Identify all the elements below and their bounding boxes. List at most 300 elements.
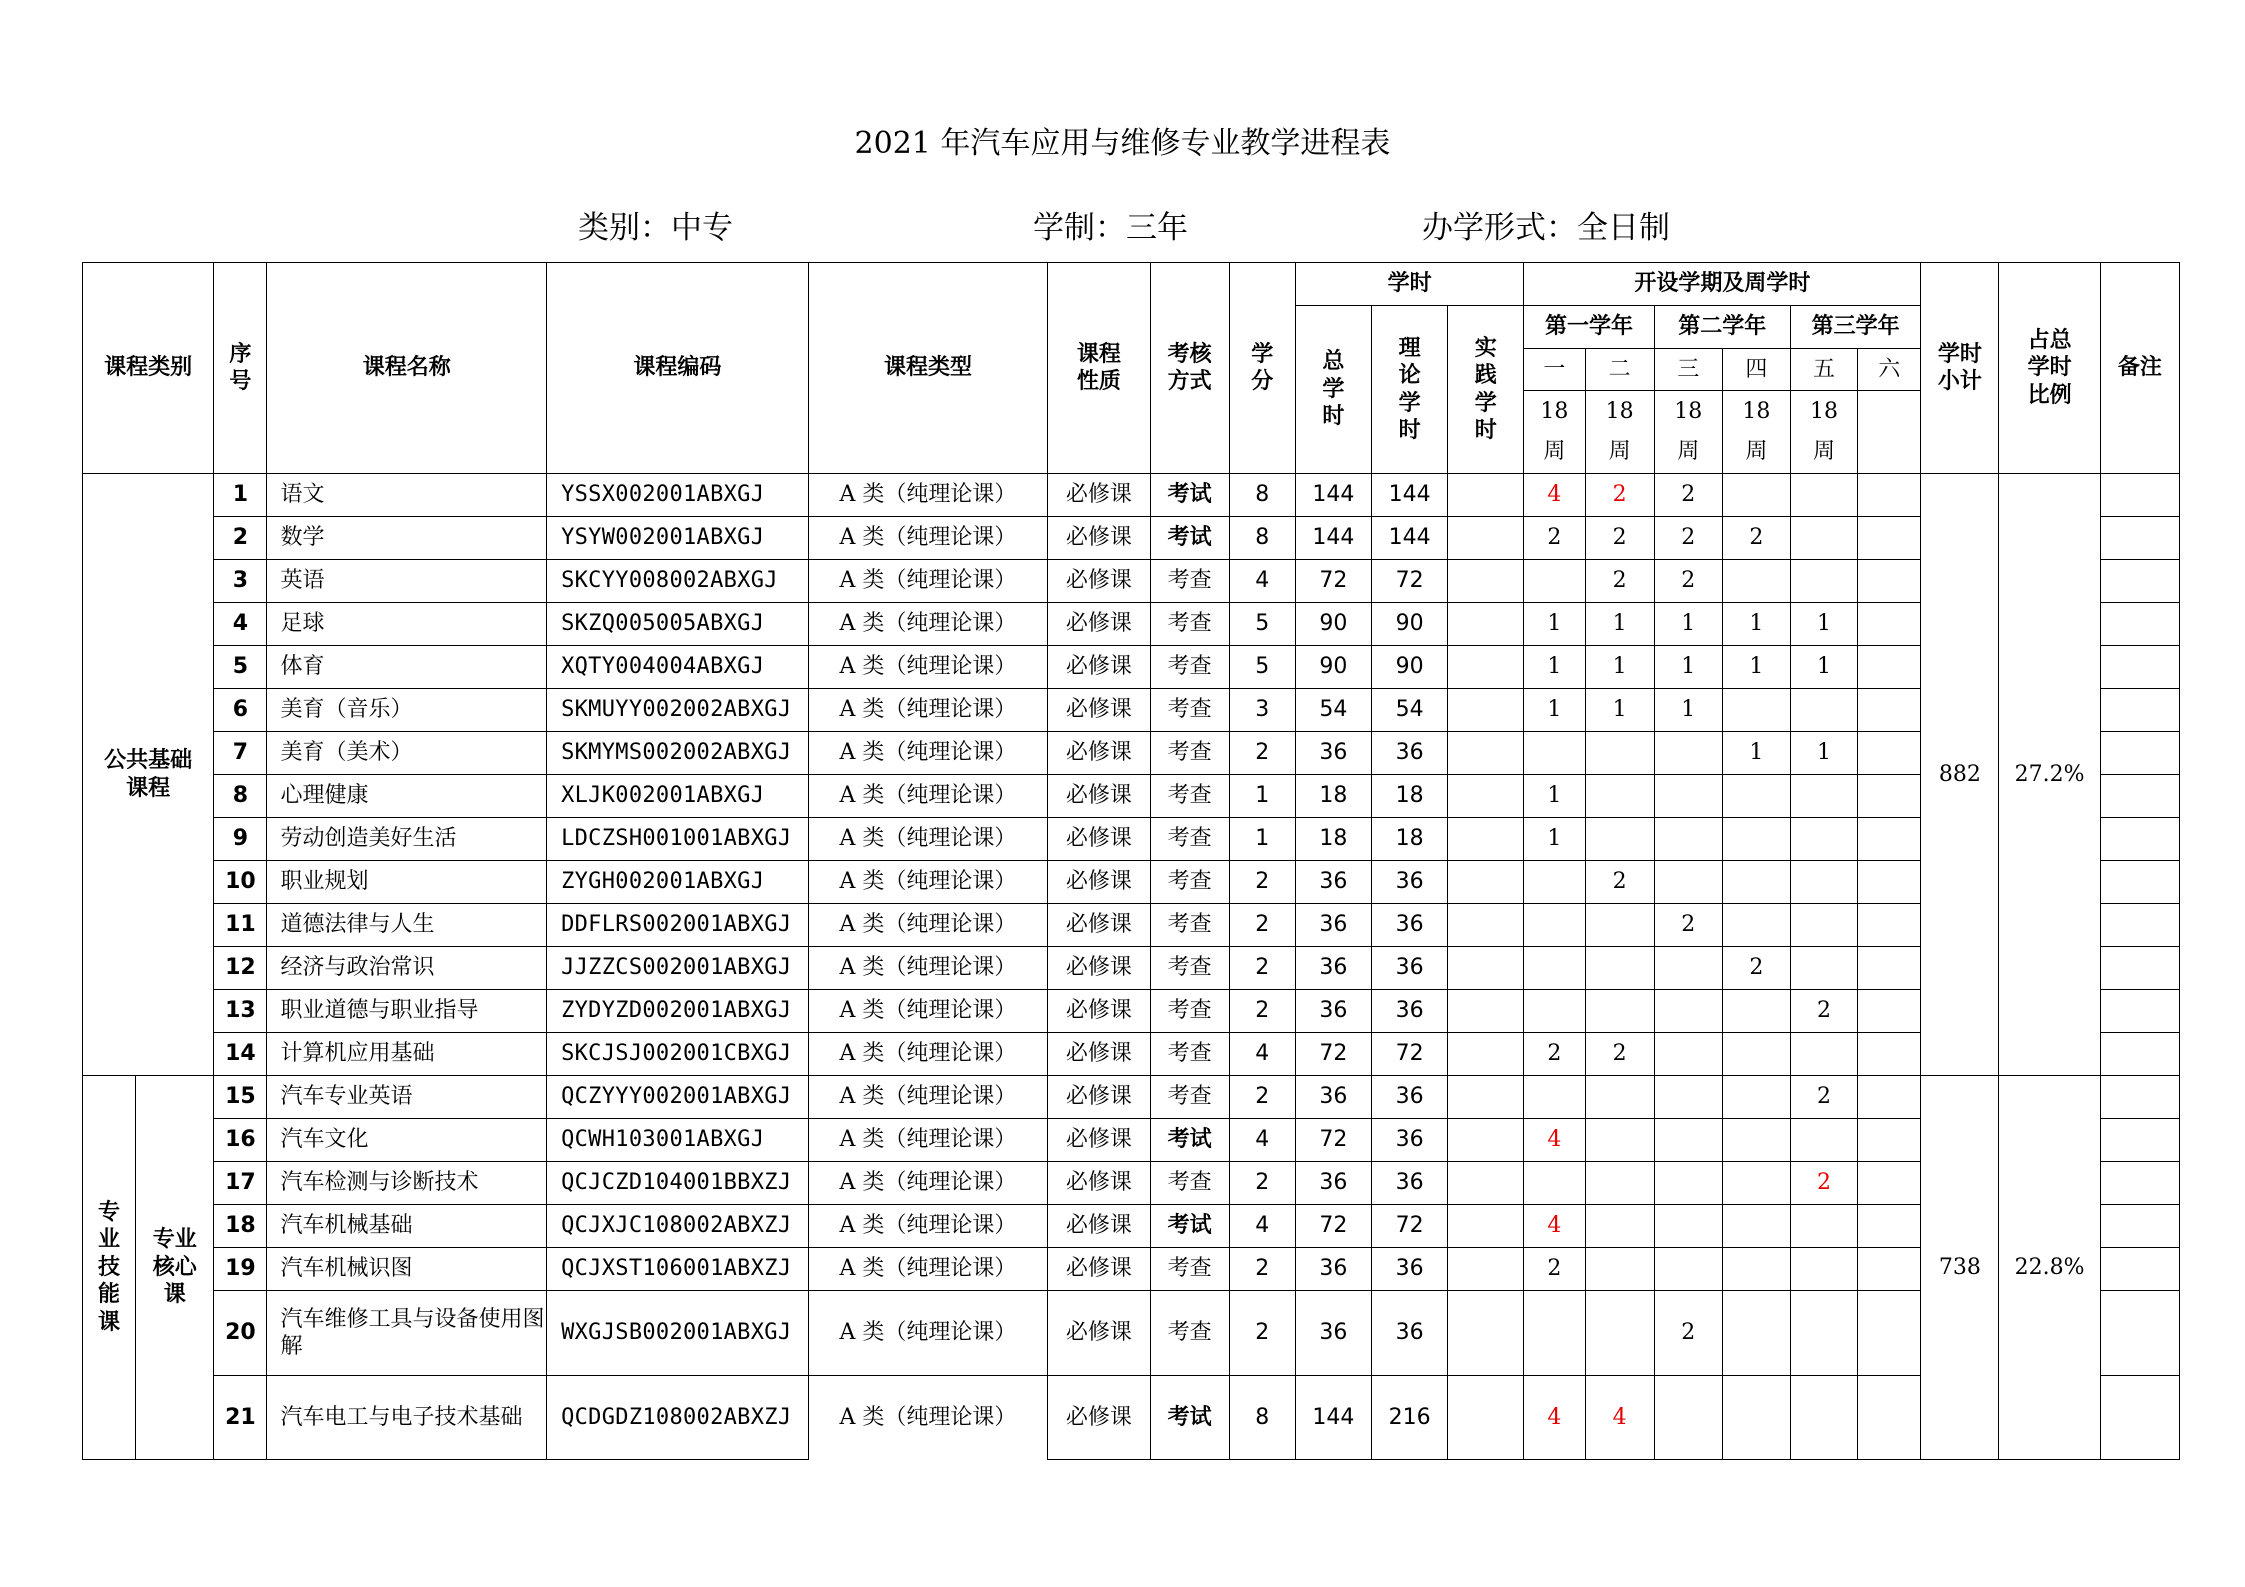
table-row [83,689,2180,732]
header-year-3: 第三学年 [1790,306,1920,349]
course-total-hours: 144 [1295,1376,1371,1460]
course-nature: 必修课 [1048,1248,1150,1291]
term-4-hours [1722,560,1790,603]
course-exam: 考试 [1150,1205,1229,1248]
course-code: QCZYYY002001ABXGJ [547,1076,809,1119]
course-type: A 类（纯理论课） [808,947,1048,990]
course-code: QCJXJC108002ABXZJ [547,1205,809,1248]
header-weeks-3: 18 周 [1654,391,1722,474]
course-type: A 类（纯理论课） [808,904,1048,947]
term-1-hours: 2 [1524,517,1585,560]
course-name: 汽车机械识图 [267,1248,547,1291]
course-name: 心理健康 [267,775,547,818]
term-6-hours [1858,990,1921,1033]
course-theory-hours: 36 [1372,990,1448,1033]
term-5-hours [1790,474,1857,517]
course-nature: 必修课 [1048,1291,1150,1376]
course-nature: 必修课 [1048,1076,1150,1119]
course-theory-hours: 36 [1372,1076,1448,1119]
course-name: 职业规划 [267,861,547,904]
course-total-hours: 36 [1295,1162,1371,1205]
course-name: 劳动创造美好生活 [267,818,547,861]
term-2-hours [1585,990,1654,1033]
term-6-hours [1858,603,1921,646]
course-theory-hours: 72 [1372,560,1448,603]
course-remark [2100,904,2179,947]
course-practice-hours [1448,1033,1524,1076]
term-4-hours [1722,775,1790,818]
course-nature: 必修课 [1048,904,1150,947]
course-nature: 必修课 [1048,818,1150,861]
course-code: XQTY004004ABXGJ [547,646,809,689]
course-practice-hours [1448,517,1524,560]
course-total-hours: 18 [1295,775,1371,818]
term-1-hours: 1 [1524,603,1585,646]
header-year-1: 第一学年 [1524,306,1654,349]
header-weeks-2: 18 周 [1585,391,1654,474]
table-row [83,732,2180,775]
course-total-hours: 144 [1295,517,1371,560]
course-type: A 类（纯理论课） [808,517,1048,560]
term-5-hours: 1 [1790,603,1857,646]
table-row [83,990,2180,1033]
course-theory-hours: 216 [1372,1376,1448,1460]
term-2-hours [1585,1248,1654,1291]
term-4-hours [1722,990,1790,1033]
course-exam: 考试 [1150,517,1229,560]
term-1-hours: 2 [1524,1033,1585,1076]
course-nature: 必修课 [1048,474,1150,517]
group-ratio: 27.2% [1999,474,2100,1076]
course-exam: 考查 [1150,1291,1229,1376]
header-year-2: 第二学年 [1654,306,1790,349]
course-practice-hours [1448,1291,1524,1376]
course-name: 汽车维修工具与设备使用图解 [267,1291,547,1376]
term-6-hours [1858,732,1921,775]
category-public-basic: 公共基础 课程 [83,474,214,1076]
course-credit: 5 [1229,646,1295,689]
course-practice-hours [1448,474,1524,517]
course-credit: 2 [1229,1291,1295,1376]
header-course-name: 课程名称 [267,263,547,474]
course-nature: 必修课 [1048,861,1150,904]
course-total-hours: 72 [1295,1205,1371,1248]
table-row [83,603,2180,646]
course-exam: 考试 [1150,474,1229,517]
term-3-hours [1654,1376,1722,1460]
course-type: A 类（纯理论课） [808,1119,1048,1162]
header-practice-hours: 实 践 学 时 [1448,306,1524,474]
course-remark [2100,560,2179,603]
term-4-hours [1722,689,1790,732]
term-5-hours [1790,904,1857,947]
course-theory-hours: 36 [1372,1119,1448,1162]
course-nature: 必修课 [1048,560,1150,603]
term-1-hours: 4 [1524,1119,1585,1162]
course-nature: 必修课 [1048,1162,1150,1205]
term-1-hours: 4 [1524,1376,1585,1460]
course-theory-hours: 36 [1372,732,1448,775]
course-seq: 5 [214,646,267,689]
term-1-hours [1524,990,1585,1033]
course-type: A 类（纯理论课） [808,1205,1048,1248]
course-type: A 类（纯理论课） [808,1162,1048,1205]
course-name: 英语 [267,560,547,603]
course-total-hours: 36 [1295,861,1371,904]
table-row [83,1291,2180,1376]
course-practice-hours [1448,1162,1524,1205]
course-credit: 2 [1229,1248,1295,1291]
term-3-hours: 2 [1654,904,1722,947]
table-body [83,263,2180,1460]
course-total-hours: 72 [1295,560,1371,603]
course-code: LDCZSH001001ABXGJ [547,818,809,861]
term-1-hours: 1 [1524,775,1585,818]
course-theory-hours: 72 [1372,1033,1448,1076]
header-nature: 课程 性质 [1048,263,1150,474]
table-row [83,1076,2180,1119]
course-remark [2100,646,2179,689]
term-2-hours: 1 [1585,689,1654,732]
term-3-hours [1654,1119,1722,1162]
course-total-hours: 144 [1295,474,1371,517]
term-3-hours [1654,775,1722,818]
term-5-hours [1790,1248,1857,1291]
term-4-hours [1722,1076,1790,1119]
course-theory-hours: 36 [1372,1291,1448,1376]
header-term-1: 一 [1524,349,1585,391]
course-name: 计算机应用基础 [267,1033,547,1076]
term-3-hours: 2 [1654,517,1722,560]
course-code: ZYDYZD002001ABXGJ [547,990,809,1033]
term-5-hours [1790,947,1857,990]
header-remark: 备注 [2100,263,2179,474]
course-nature: 必修课 [1048,947,1150,990]
term-6-hours [1858,1076,1921,1119]
course-remark [2100,1162,2179,1205]
term-5-hours [1790,560,1857,603]
term-6-hours [1858,1162,1921,1205]
term-6-hours [1858,1376,1921,1460]
course-nature: 必修课 [1048,1376,1150,1460]
course-practice-hours [1448,818,1524,861]
term-6-hours [1858,474,1921,517]
course-credit: 2 [1229,990,1295,1033]
term-5-hours [1790,818,1857,861]
course-practice-hours [1448,560,1524,603]
course-credit: 2 [1229,1076,1295,1119]
term-2-hours [1585,904,1654,947]
course-exam: 考查 [1150,818,1229,861]
term-4-hours [1722,1248,1790,1291]
table-row [83,1205,2180,1248]
group-ratio: 22.8% [1999,1076,2100,1460]
header-subtotal: 学时 小计 [1921,263,1999,474]
table-row [83,1033,2180,1076]
term-6-hours [1858,947,1921,990]
term-1-hours [1524,732,1585,775]
course-type: A 类（纯理论课） [808,689,1048,732]
term-6-hours [1858,1248,1921,1291]
header-semesters: 开设学期及周学时 [1524,263,1921,306]
term-4-hours [1722,1162,1790,1205]
course-seq: 20 [214,1291,267,1376]
course-exam: 考查 [1150,861,1229,904]
course-credit: 8 [1229,474,1295,517]
course-theory-hours: 36 [1372,1162,1448,1205]
course-remark [2100,1205,2179,1248]
term-1-hours [1524,904,1585,947]
table-row [83,1376,2180,1460]
course-name: 汽车机械基础 [267,1205,547,1248]
term-5-hours [1790,775,1857,818]
term-1-hours: 1 [1524,689,1585,732]
course-practice-hours [1448,732,1524,775]
course-theory-hours: 36 [1372,861,1448,904]
course-type: A 类（纯理论课） [808,560,1048,603]
header-term-4: 四 [1722,349,1790,391]
course-seq: 21 [214,1376,267,1460]
category-professional-skill: 专 业 技 能 课 [83,1076,136,1460]
course-name: 职业道德与职业指导 [267,990,547,1033]
course-name: 足球 [267,603,547,646]
course-total-hours: 18 [1295,818,1371,861]
course-seq: 1 [214,474,267,517]
course-type: A 类（纯理论课） [808,474,1048,517]
term-6-hours [1858,1205,1921,1248]
term-2-hours: 2 [1585,1033,1654,1076]
course-name: 美育（美术） [267,732,547,775]
course-code: QCJXST106001ABXZJ [547,1248,809,1291]
header-course-code: 课程编码 [547,263,809,474]
course-credit: 4 [1229,1119,1295,1162]
course-practice-hours [1448,904,1524,947]
header-course-category: 课程类别 [83,263,214,474]
header-term-5: 五 [1790,349,1857,391]
course-code: XLJK002001ABXGJ [547,775,809,818]
page-title: 2021 年汽车应用与维修专业教学进程表 [854,126,1391,161]
course-theory-hours: 36 [1372,904,1448,947]
course-theory-hours: 36 [1372,1248,1448,1291]
course-total-hours: 36 [1295,1076,1371,1119]
course-seq: 2 [214,517,267,560]
term-3-hours [1654,990,1722,1033]
term-3-hours [1654,818,1722,861]
course-seq: 15 [214,1076,267,1119]
term-5-hours: 2 [1790,1162,1857,1205]
course-type: A 类（纯理论课） [808,646,1048,689]
course-seq: 16 [214,1119,267,1162]
course-exam: 考查 [1150,646,1229,689]
term-1-hours: 2 [1524,1248,1585,1291]
course-remark [2100,818,2179,861]
table-row [83,818,2180,861]
course-practice-hours [1448,689,1524,732]
course-code: QCJCZD104001BBXZJ [547,1162,809,1205]
table-row [83,775,2180,818]
course-practice-hours [1448,1076,1524,1119]
course-total-hours: 72 [1295,1033,1371,1076]
term-3-hours: 1 [1654,603,1722,646]
course-seq: 19 [214,1248,267,1291]
course-seq: 6 [214,689,267,732]
course-name: 汽车专业英语 [267,1076,547,1119]
course-type: A 类（纯理论课） [808,1376,1048,1460]
table-row [83,1248,2180,1291]
header-seq: 序 号 [214,263,267,474]
term-3-hours [1654,1033,1722,1076]
term-2-hours: 2 [1585,861,1654,904]
term-3-hours: 1 [1654,646,1722,689]
term-3-hours [1654,1248,1722,1291]
course-nature: 必修课 [1048,1033,1150,1076]
term-5-hours: 2 [1790,990,1857,1033]
course-seq: 9 [214,818,267,861]
table-row [83,904,2180,947]
course-exam: 考查 [1150,990,1229,1033]
header-exam: 考核 方式 [1150,263,1229,474]
course-name: 语文 [267,474,547,517]
course-credit: 8 [1229,517,1295,560]
table-row [83,517,2180,560]
term-6-hours [1858,775,1921,818]
term-4-hours: 2 [1722,517,1790,560]
term-6-hours [1858,904,1921,947]
header-total-hours: 总 学 时 [1295,306,1371,474]
term-2-hours [1585,1162,1654,1205]
course-type: A 类（纯理论课） [808,1076,1048,1119]
course-remark [2100,732,2179,775]
course-code: SKMUYY002002ABXGJ [547,689,809,732]
course-code: YSYW002001ABXGJ [547,517,809,560]
term-3-hours [1654,1205,1722,1248]
course-exam: 考查 [1150,560,1229,603]
term-1-hours [1524,560,1585,603]
term-5-hours: 2 [1790,1076,1857,1119]
course-seq: 17 [214,1162,267,1205]
course-code: QCWH103001ABXGJ [547,1119,809,1162]
term-1-hours [1524,1162,1585,1205]
course-exam: 考查 [1150,1162,1229,1205]
term-6-hours [1858,1033,1921,1076]
course-theory-hours: 18 [1372,818,1448,861]
course-nature: 必修课 [1048,775,1150,818]
course-exam: 考试 [1150,1119,1229,1162]
header-theory-hours: 理 论 学 时 [1372,306,1448,474]
term-5-hours: 1 [1790,646,1857,689]
course-type: A 类（纯理论课） [808,732,1048,775]
course-remark [2100,689,2179,732]
group-subtotal: 882 [1921,474,1999,1076]
course-total-hours: 36 [1295,1291,1371,1376]
table-row [83,560,2180,603]
course-nature: 必修课 [1048,689,1150,732]
course-theory-hours: 144 [1372,474,1448,517]
header-weeks-4: 18 周 [1722,391,1790,474]
header-course-type: 课程类型 [808,263,1048,474]
term-2-hours [1585,818,1654,861]
term-3-hours: 2 [1654,474,1722,517]
term-4-hours: 1 [1722,603,1790,646]
term-5-hours: 1 [1790,732,1857,775]
course-remark [2100,947,2179,990]
course-name: 汽车检测与诊断技术 [267,1162,547,1205]
term-3-hours: 2 [1654,560,1722,603]
course-name: 体育 [267,646,547,689]
term-5-hours [1790,517,1857,560]
school-form-label: 办学形式：全日制 [1422,210,1670,246]
term-1-hours: 4 [1524,474,1585,517]
table-row [83,861,2180,904]
term-3-hours [1654,1162,1722,1205]
course-code: JJZZCS002001ABXGJ [547,947,809,990]
course-seq: 11 [214,904,267,947]
term-6-hours [1858,689,1921,732]
term-6-hours [1858,517,1921,560]
course-remark [2100,517,2179,560]
term-5-hours [1790,1291,1857,1376]
term-2-hours: 4 [1585,1376,1654,1460]
term-3-hours [1654,861,1722,904]
course-practice-hours [1448,1119,1524,1162]
course-credit: 4 [1229,1033,1295,1076]
course-exam: 考查 [1150,603,1229,646]
course-theory-hours: 72 [1372,1205,1448,1248]
course-nature: 必修课 [1048,1119,1150,1162]
course-total-hours: 90 [1295,646,1371,689]
subcategory-professional-core: 专业 核心 课 [136,1076,214,1460]
course-type: A 类（纯理论课） [808,861,1048,904]
term-1-hours [1524,947,1585,990]
term-1-hours [1524,1291,1585,1376]
header-term-2: 二 [1585,349,1654,391]
course-remark [2100,990,2179,1033]
term-6-hours [1858,1291,1921,1376]
table-row [83,646,2180,689]
course-name: 美育（音乐） [267,689,547,732]
course-credit: 3 [1229,689,1295,732]
course-remark [2100,603,2179,646]
course-exam: 考查 [1150,1248,1229,1291]
curriculum-table [82,262,2180,1460]
term-3-hours [1654,732,1722,775]
header-credit: 学 分 [1229,263,1295,474]
term-2-hours [1585,947,1654,990]
term-2-hours [1585,775,1654,818]
course-name: 汽车电工与电子技术基础 [267,1376,547,1460]
term-1-hours: 4 [1524,1205,1585,1248]
term-1-hours: 1 [1524,646,1585,689]
course-exam: 考查 [1150,775,1229,818]
course-type: A 类（纯理论课） [808,990,1048,1033]
course-seq: 12 [214,947,267,990]
course-name: 经济与政治常识 [267,947,547,990]
course-seq: 3 [214,560,267,603]
term-2-hours [1585,732,1654,775]
group-subtotal: 738 [1921,1076,1999,1460]
course-code: QCDGDZ108002ABXZJ [547,1376,809,1460]
table-row [83,1119,2180,1162]
term-2-hours [1585,1291,1654,1376]
course-remark [2100,1376,2179,1460]
course-seq: 14 [214,1033,267,1076]
term-2-hours [1585,1119,1654,1162]
course-practice-hours [1448,646,1524,689]
course-nature: 必修课 [1048,732,1150,775]
term-2-hours: 2 [1585,517,1654,560]
course-seq: 10 [214,861,267,904]
course-remark [2100,1248,2179,1291]
